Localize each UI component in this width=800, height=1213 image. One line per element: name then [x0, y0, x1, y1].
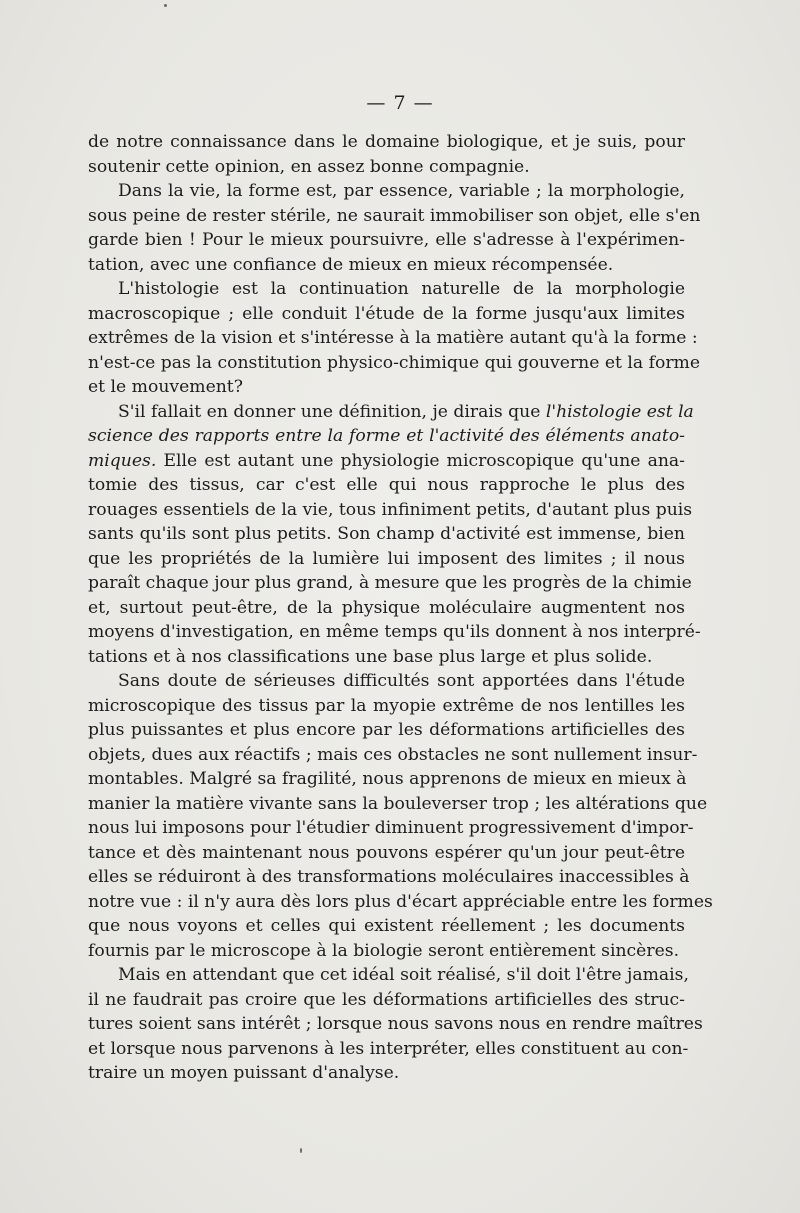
text-line: et le mouvement? [88, 377, 243, 397]
text-line: traire un moyen puissant d'analyse. [88, 1063, 400, 1083]
text-line: plus puissantes et plus encore par les déformations artificielles des [88, 720, 685, 740]
text-line: soutenir cette opinion, en assez bonne compagnie. [88, 156, 530, 177]
text-line: S'il fallait en donner une définition, je dirais que l'histologie est la [118, 401, 694, 422]
text-line: montables. Malgré sa fragilité, nous apprenons de mieux en mieux à [88, 769, 687, 789]
text-line: et, surtout peut-être, de la physique moléculaire augmentent nos [88, 597, 685, 618]
text-line: tomie des tissus, car c'est elle qui nous rapproche le plus des [88, 475, 685, 495]
paragraph [88, 179, 701, 277]
paragraph [88, 669, 713, 963]
text-line: notre vue : il n'y aura dès lors plus d'écart appréciable entre les formes [88, 891, 713, 912]
text-line: il ne faudrait pas croire que les déformations artificielles des struc- [88, 989, 685, 1010]
page-number: — 7 — [366, 92, 434, 114]
text-line: garde bien ! Pour le mieux poursuivre, elle s'adresse à l'expérimen- [88, 230, 685, 250]
text-line: et lorsque nous parvenons à les interpréter, elles constituent au con- [88, 1038, 689, 1059]
text-line: elles se réduiront à des transformations moléculaires inaccessibles à [88, 867, 690, 887]
text-line: manier la matière vivante sans la bouleverser trop ; les altérations que [88, 793, 708, 814]
text-line: de notre connaissance dans le domaine biologique, et je suis, pour [88, 132, 685, 152]
text-line: objets, dues aux réactifs ; mais ces obstacles ne sont nullement insur- [88, 744, 698, 765]
text-line: tures soient sans intérêt ; lorsque nous savons nous en rendre maîtres [88, 1014, 703, 1034]
text-line: nous lui imposons pour l'étudier diminuent progressivement d'impor- [88, 818, 694, 838]
text-line: Mais en attendant que cet idéal soit réalisé, s'il doit l'être jamais, [118, 965, 689, 985]
text-line: microscopique des tissus par la myopie extrême de nos lentilles les [88, 695, 685, 716]
paragraph [88, 963, 703, 1086]
text-line: que les propriétés de la lumière lui imposent des limites ; il nous [88, 548, 685, 569]
text-line: L'histologie est la continuation naturelle de la morphologie [118, 279, 685, 299]
paragraph [88, 277, 701, 400]
text-line: macroscopique ; elle conduit l'étude de la forme jusqu'aux limites [88, 303, 685, 324]
paragraph [88, 400, 701, 670]
text-line: que nous voyons et celles qui existent réellement ; les documents [88, 916, 685, 936]
body-text [88, 130, 713, 1086]
text-line: Dans la vie, la forme est, par essence, variable ; la morphologie, [118, 181, 685, 201]
text-line: science des rapports entre la forme et l'activité des éléments anato- [88, 426, 685, 446]
text-line: fournis par le microscope à la biologie seront entièrement sincères. [88, 940, 680, 961]
text-line: miques. Elle est autant une physiologie microscopique qu'une ana- [88, 450, 685, 471]
paper-speck [164, 4, 167, 7]
text-line: rouages essentiels de la vie, tous infiniment petits, d'autant plus puis [88, 499, 693, 520]
text-line: sous peine de rester stérile, ne saurait immobiliser son objet, elle s'en [88, 205, 701, 226]
text-line: paraît chaque jour plus grand, à mesure que les progrès de la chimie [88, 573, 692, 593]
text-line: tance et dès maintenant nous pouvons espérer qu'un jour peut-être [88, 842, 685, 863]
text-line: Sans doute de sérieuses difficultés sont apportées dans l'étude [118, 671, 685, 691]
text-line: tation, avec une confiance de mieux en mieux récompensée. [88, 254, 614, 275]
paper-speck [300, 1148, 302, 1153]
text-line: n'est-ce pas la constitution physico-chimique qui gouverne et la forme [88, 352, 701, 373]
text-line: tations et à nos classifications une base plus large et plus solide. [88, 646, 653, 667]
text-line: extrêmes de la vision et s'intéresse à la matière autant qu'à la forme : [88, 328, 698, 348]
text-line: moyens d'investigation, en même temps qu'ils donnent à nos interpré- [88, 622, 701, 642]
text-line: sants qu'ils sont plus petits. Son champ d'activité est immense, bien [88, 524, 685, 544]
paragraph [88, 130, 685, 179]
